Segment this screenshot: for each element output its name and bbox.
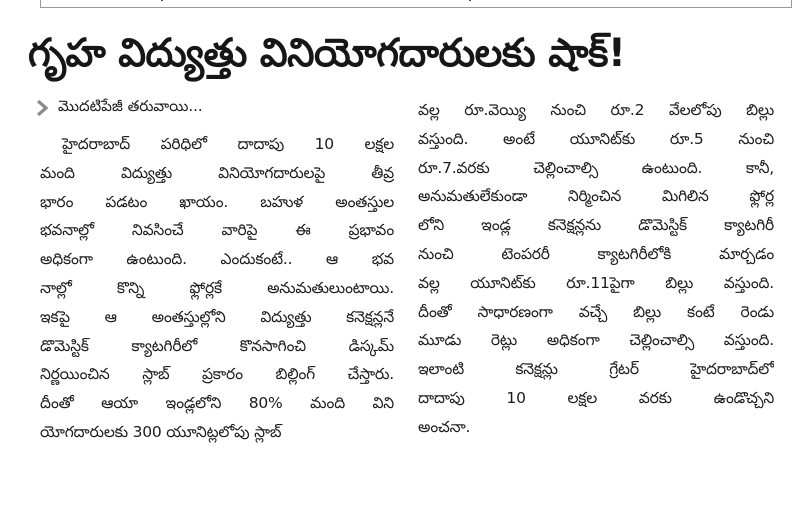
article-line: దీంతో ఆయా ఇండ్లలోని 80% మంది విని [40,394,394,413]
article-line: డొమెస్టిక్‌ క్యాటగిరీలో కొనసాగించి డిస్కమ్‌ [40,336,394,355]
article-line: అనుమతులేకుండా నిర్మించిన మిగిలిన ఫ్లోర్ల [418,187,774,206]
article-line: భారం పడటం ఖాయం. బహుళ అంతస్తుల [40,192,394,211]
article-line: మూడు రెట్లు అధికంగా చెల్లించాల్సి వస్తుంది. [418,331,774,350]
chevron-right-icon [36,100,48,116]
article-line: దీంతో సాధారణంగా వచ్చే బిల్లు కంటే రెండు [418,302,774,321]
border-tick [161,0,163,1]
article-line: వల్ల రూ.వెయ్యి నుంచి రూ.2 వేలలోపు బిల్లు [418,101,774,119]
article-line: నిర్ణయించిన స్లాబ్‌ ప్రకారం బిల్లింగ్‌ చేస్తారు. [40,365,394,384]
article-line: అధికంగా ఉంటుంది. ఎందుకంటే.. ఆ భవ [40,250,394,269]
article-column-left [40,130,394,447]
article-line: దాదాపు 10 లక్షల వరకు ఉండొచ్చని [418,388,774,407]
article-line: భవనాల్లో నివసించే వారిపై ఈ ప్రభావం [40,221,394,240]
article-line: ఇకపై ఆ అంతస్తుల్లోని విద్యుత్తు కనెక్షన్లనే [40,307,394,326]
article-line: నాల్లో కొన్ని ఫ్లోర్లకే అనుమతులుంటాయి. [40,278,394,297]
article-line: వల్ల యూనిట్‌కు రూ.11పైగా బిల్లు వస్తుంది. [418,273,774,292]
article-line: యోగదారులకు 300 యూనిట్లలోపు స్లాబ్‌ [40,422,282,441]
article-line: మంది విద్యుత్తు వినియోగదారులపై తీవ్ర [40,163,394,182]
article-line: అంచనా. [418,417,471,436]
continued-from-label: మొదటిపేజీ తరువాయి... [58,97,203,115]
article-column-right [418,96,774,442]
top-border-frame [40,0,792,8]
continued-from-line [36,94,203,122]
article-line: వస్తుంది. అంటే యూనిట్‌కు రూ.5 నుంచి [418,129,774,148]
article-headline: గృహ విద్యుత్తు వినియోగదారులకు షాక్‌! [28,31,626,76]
article-line: లోని ఇండ్ల కనెక్షన్లను డొమెస్టిక్‌ క్యాటగిరీ [418,216,774,235]
article-line: హైదరాబాద్‌ పరిధిలో దాదాపు 10 లక్షల [62,135,394,153]
border-tick [469,0,471,1]
article-line: రూ.7.వరకు చెల్లించాల్సి ఉంటుంది. కానీ, [418,158,774,177]
article-line: నుంచి టెంపరరీ క్యాటగిరీలోకి మార్చడం [418,244,774,263]
article-line: ఇలాంటి కనెక్షన్లు గ్రేటర్‌ హైదరాబాద్‌లో [418,360,774,379]
